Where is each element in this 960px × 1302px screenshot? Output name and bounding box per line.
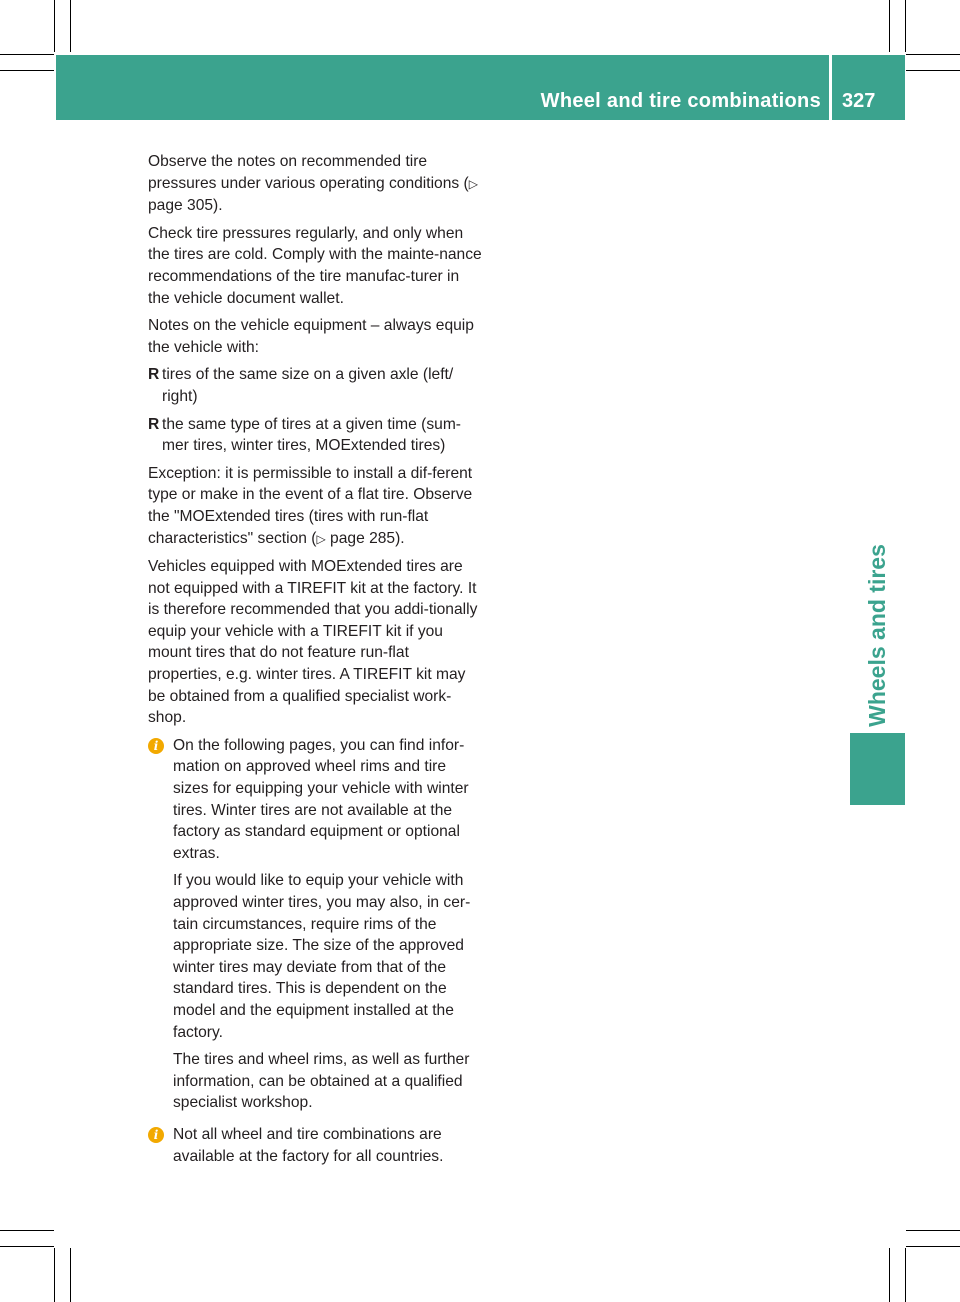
crop-mark bbox=[889, 1248, 890, 1302]
page-title: Wheel and tire combinations bbox=[540, 90, 821, 112]
page-header bbox=[56, 55, 905, 120]
crop-mark bbox=[906, 1230, 960, 1231]
page-reference-link[interactable]: page 305 bbox=[148, 197, 214, 215]
bullet-icon: R bbox=[148, 366, 160, 384]
info-icon: i bbox=[148, 1127, 164, 1143]
info-paragraph: Not all wheel and tire combinations are available at the factory for all countries. bbox=[173, 1125, 444, 1165]
crop-mark bbox=[0, 1246, 54, 1247]
list-item bbox=[148, 364, 484, 407]
crop-mark bbox=[0, 70, 54, 71]
crop-mark bbox=[70, 1248, 71, 1302]
section-tab-label: Wheels and tires bbox=[864, 543, 890, 727]
paragraph: Notes on the vehicle equipment – always equip the vehicle with: bbox=[148, 317, 474, 356]
crop-mark bbox=[70, 0, 71, 52]
info-paragraph: The tires and wheel rims, as well as further information, can be obtained at a qualified specialist workshop. bbox=[173, 1051, 470, 1112]
crop-mark bbox=[905, 1248, 906, 1302]
crop-mark bbox=[54, 0, 55, 52]
info-paragraph: On the following pages, you can find infor-mation on approved wheel rims and tire sizes for equipping your vehicle with winter tires. Winter tires are not available at the factory as standard equipment or optional extras. bbox=[173, 736, 469, 862]
list-item-text: the same type of tires at a given time (sum-mer tires, winter tires, MOExtended tires) bbox=[162, 415, 461, 455]
info-icon: i bbox=[148, 738, 164, 754]
text: ). bbox=[395, 529, 405, 547]
header-divider bbox=[829, 55, 832, 120]
page-number: 327 bbox=[842, 90, 876, 112]
paragraph: Vehicles equipped with MOExtended tires are not equipped with a TIREFIT kit at the factory. It is therefore recommended that you addi-tionally equip your vehicle with a TIREFIT kit if you mount tires that do not feature run-flat properties, e.g. winter tires. A TIREFIT kit may be obtained from a qualified specialist work-shop. bbox=[148, 558, 478, 727]
info-paragraph: If you would like to equip your vehicle with approved winter tires, you may also, in cer-tain circumstances, require rims of the appropriate size. The size of the approved winter tires may deviate from that of the standard tires. This is dependent on the model and the equipment installed at the factory. bbox=[173, 872, 471, 1041]
section-tab bbox=[850, 540, 905, 730]
arrow-right-icon: ▷ bbox=[316, 531, 326, 546]
list-item-text: tires of the same size on a given axle (left/ right) bbox=[162, 366, 454, 405]
paragraph: Check tire pressures regularly, and only when the tires are cold. Comply with the mainte-nance recommendations of the tire manufac-turer in the vehicle document wallet. bbox=[148, 224, 482, 307]
main-content bbox=[148, 151, 484, 1177]
info-note bbox=[148, 735, 484, 1114]
text: Observe the notes on recommended tire pressures under various operating conditions ( bbox=[148, 153, 469, 192]
list-item bbox=[148, 414, 484, 457]
section-tab-marker bbox=[850, 733, 905, 805]
crop-mark bbox=[905, 0, 906, 52]
bullet-icon: R bbox=[148, 415, 160, 433]
crop-mark bbox=[906, 1246, 960, 1247]
list-item-note bbox=[148, 463, 484, 550]
crop-mark bbox=[906, 70, 960, 71]
crop-mark bbox=[906, 54, 960, 55]
arrow-right-icon: ▷ bbox=[468, 176, 478, 191]
requirements-list bbox=[148, 364, 484, 456]
text: ). bbox=[213, 197, 223, 215]
crop-mark bbox=[54, 1248, 55, 1302]
paragraph bbox=[148, 151, 484, 217]
text: Exception: it is permissible to install a dif-ferent type or make in the event of a flat tire. Observe the "MOExtended tires (tires with run-flat characteristics" section ( bbox=[148, 464, 473, 547]
crop-mark bbox=[0, 54, 54, 55]
crop-mark bbox=[0, 1230, 54, 1231]
info-note bbox=[148, 1124, 484, 1167]
page-reference-link[interactable]: page 285 bbox=[330, 529, 396, 547]
crop-mark bbox=[889, 0, 890, 52]
